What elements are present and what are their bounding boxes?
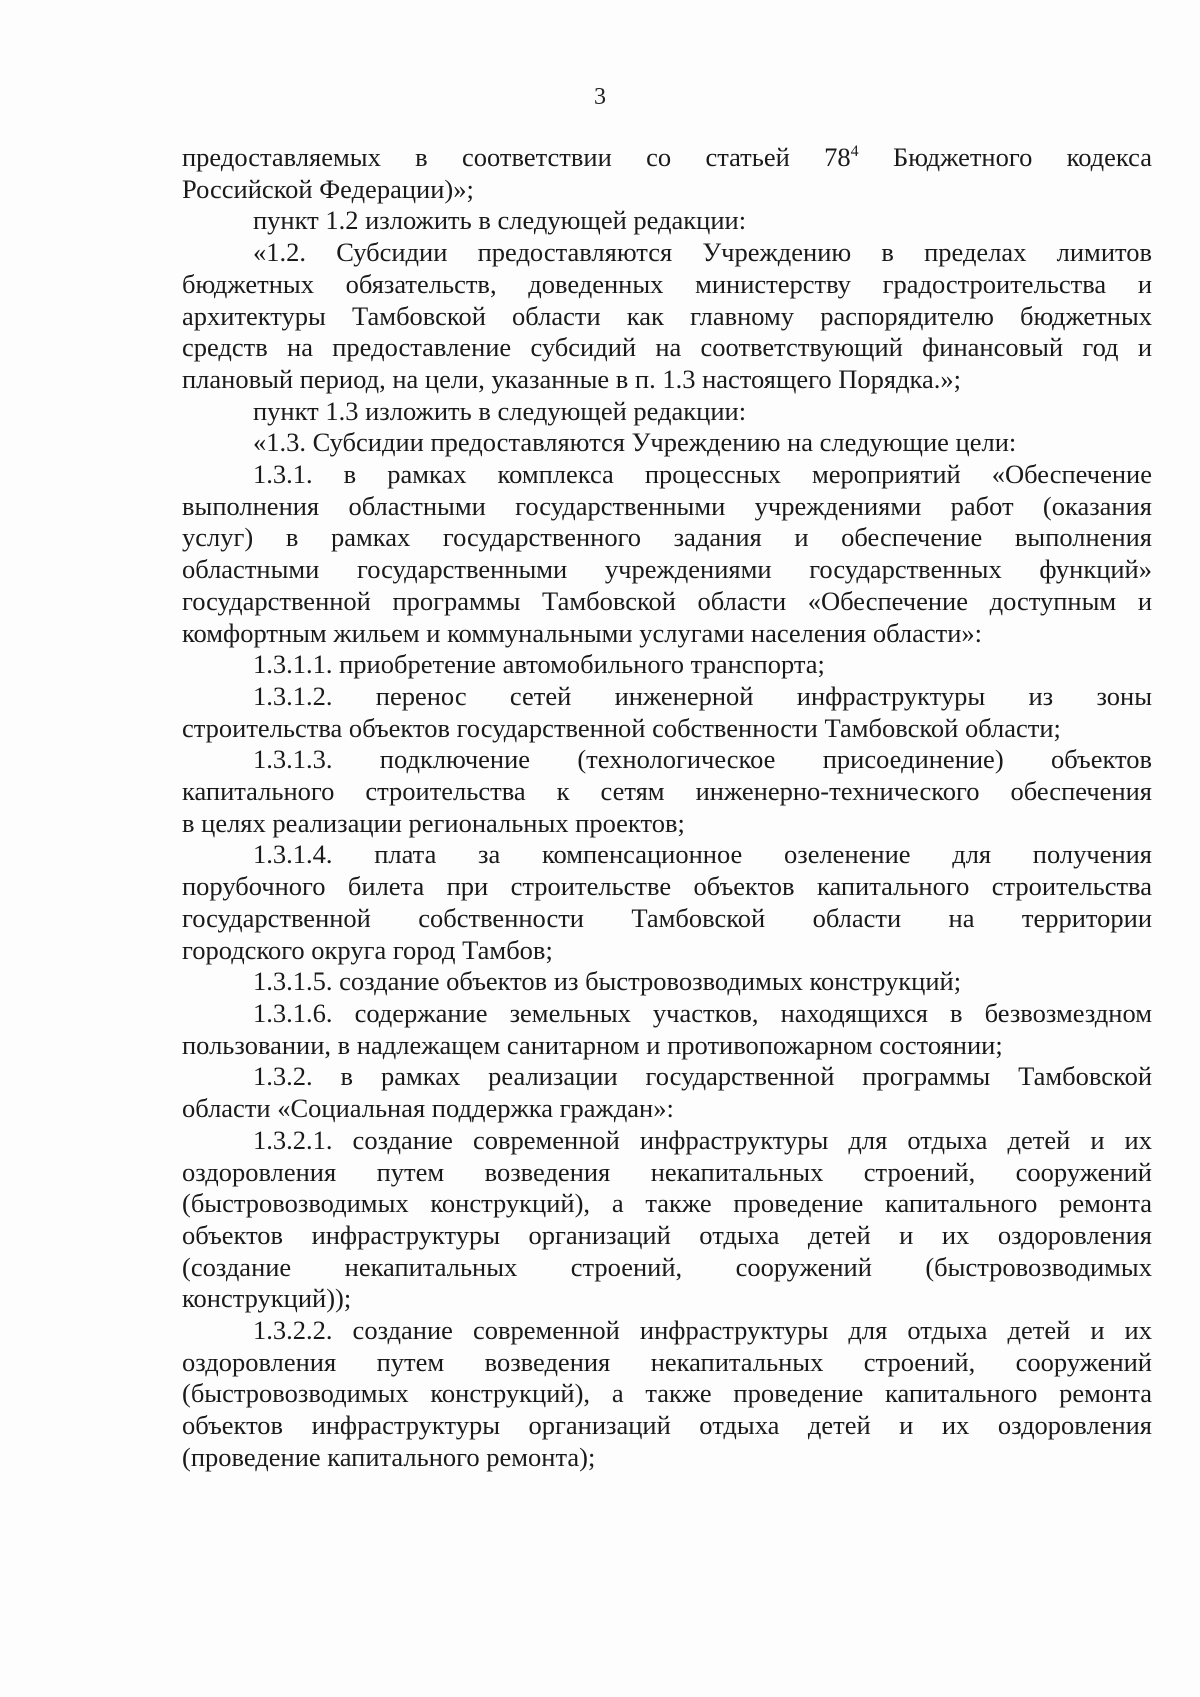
page-number: 3	[594, 84, 606, 110]
text-line	[182, 1442, 1152, 1474]
text-line	[182, 903, 1152, 935]
text-line-content: услуг) в рамках государственного задания и обеспечение выполнения	[182, 522, 1152, 553]
text-line-content: (создание некапитальных строений, сооружений (быстровозводимых	[182, 1251, 1152, 1282]
text-line	[182, 649, 1152, 681]
text-line-content: (быстровозводимых конструкций), а также проведение капитального ремонта	[182, 1378, 1152, 1409]
text-line	[182, 935, 1152, 967]
text-line-content: в целях реализации региональных проектов;	[182, 807, 685, 838]
text-line	[182, 1157, 1152, 1189]
text-line	[182, 713, 1152, 745]
text-line	[182, 1347, 1152, 1379]
text-line	[182, 427, 1152, 459]
text-line	[182, 871, 1152, 903]
text-line	[182, 808, 1152, 840]
text-line-content: строительства объектов государственной собственности Тамбовской области;	[182, 712, 1061, 743]
text-line-content: объектов инфраструктуры организаций отдыха детей и их оздоровления	[182, 1219, 1152, 1250]
text-line	[182, 301, 1152, 333]
text-line	[182, 1125, 1152, 1157]
text-line	[182, 1220, 1152, 1252]
text-line-content: 1.3.1.5. создание объектов из быстровозводимых конструкций;	[253, 966, 962, 997]
text-line	[182, 522, 1152, 554]
text-line	[182, 1030, 1152, 1062]
text-line-content: оздоровления путем возведения некапитальных строений, сооружений	[182, 1156, 1152, 1187]
text-line	[182, 681, 1152, 713]
text-line	[182, 174, 1152, 206]
text-line-content: пункт 1.3 изложить в следующей редакции:	[253, 395, 747, 426]
text-line	[182, 237, 1152, 269]
text-line	[182, 364, 1152, 396]
text-line-content: 1.3.1.3. подключение (технологическое присоединение) объектов	[253, 744, 1152, 775]
text-line-content: «1.2. Субсидии предоставляются Учреждению в пределах лимитов	[253, 237, 1152, 268]
text-line	[182, 998, 1152, 1030]
text-line-content: выполнения областными государственными учреждениями работ (оказания	[182, 490, 1152, 521]
text-line-content: 1.3.1.2. перенос сетей инженерной инфраструктуры из зоны	[253, 680, 1152, 711]
text-line	[182, 1252, 1152, 1284]
text-line-content: бюджетных обязательств, доведенных министерству градостроительства и	[182, 268, 1152, 299]
text-line-content: пользовании, в надлежащем санитарном и противопожарном состоянии;	[182, 1029, 1003, 1060]
text-line	[182, 459, 1152, 491]
text-line-content: государственной программы Тамбовской области «Обеспечение доступным и	[182, 585, 1152, 616]
text-line	[182, 491, 1152, 523]
text-line	[182, 332, 1152, 364]
text-line-content: области «Социальная поддержка граждан»:	[182, 1093, 674, 1124]
text-line	[182, 1188, 1152, 1220]
document-body	[182, 142, 1152, 1474]
text-line-content: Российской Федерации)»;	[182, 173, 474, 204]
text-line-content: 1.3.1.4. плата за компенсационное озеленение для получения	[253, 839, 1152, 870]
text-line	[182, 396, 1152, 428]
text-line-content: комфортным жильем и коммунальными услугами населения области»:	[182, 617, 983, 648]
text-line	[182, 554, 1152, 586]
text-line	[182, 744, 1152, 776]
text-line	[182, 776, 1152, 808]
text-line	[182, 618, 1152, 650]
text-line-content: архитектуры Тамбовской области как главному распорядителю бюджетных	[182, 300, 1152, 331]
text-line-content: порубочного билета при строительстве объектов капитального строительства	[182, 871, 1152, 902]
text-line	[182, 966, 1152, 998]
text-line	[182, 839, 1152, 871]
text-line-content: «1.3. Субсидии предоставляются Учреждению на следующие цели:	[253, 427, 1017, 458]
text-line	[182, 1283, 1152, 1315]
superscript: 4	[850, 143, 859, 160]
text-line	[182, 1093, 1152, 1125]
text-line-content: конструкций));	[182, 1283, 352, 1314]
text-line	[182, 205, 1152, 237]
text-line-tail: Бюджетного кодекса	[858, 142, 1152, 172]
text-line-content: государственной собственности Тамбовской области на территории	[182, 902, 1152, 933]
text-line-content: областными государственными учреждениями государственных функций»	[182, 554, 1152, 585]
text-line	[182, 1378, 1152, 1410]
text-line-content: 1.3.1.6. содержание земельных участков, находящихся в безвозмездном	[253, 997, 1152, 1028]
text-line	[182, 1410, 1152, 1442]
text-line-content: (проведение капитального ремонта);	[182, 1441, 596, 1472]
text-line	[182, 269, 1152, 301]
text-line	[182, 586, 1152, 618]
text-line-content: пункт 1.2 изложить в следующей редакции:	[253, 205, 747, 236]
text-line-content: оздоровления путем возведения некапитальных строений, сооружений	[182, 1346, 1152, 1377]
text-line	[182, 142, 1152, 174]
text-line-content: 1.3.2.2. создание современной инфраструктуры для отдыха детей и их	[253, 1315, 1152, 1346]
text-line-content: объектов инфраструктуры организаций отдыха детей и их оздоровления	[182, 1410, 1152, 1441]
text-line-content: капитального строительства к сетям инженерно-технического обеспечения	[182, 776, 1152, 807]
text-line-content: городского округа город Тамбов;	[182, 934, 553, 965]
text-line-content: 1.3.2. в рамках реализации государственной программы Тамбовской	[253, 1061, 1152, 1092]
text-line	[182, 1061, 1152, 1093]
text-line-content: 1.3.1.1. приобретение автомобильного транспорта;	[253, 649, 825, 680]
text-line-content: (быстровозводимых конструкций), а также проведение капитального ремонта	[182, 1188, 1152, 1219]
text-line-content: плановый период, на цели, указанные в п. 1.3 настоящего Порядка.»;	[182, 363, 961, 394]
text-line-content: предоставляемых в соответствии со статьей 78	[182, 142, 851, 172]
text-line-content: 1.3.2.1. создание современной инфраструктуры для отдыха детей и их	[253, 1124, 1152, 1155]
text-line-content: 1.3.1. в рамках комплекса процессных мероприятий «Обеспечение	[253, 459, 1152, 490]
text-line-content: средств на предоставление субсидий на соответствующий финансовый год и	[182, 332, 1152, 363]
text-line	[182, 1315, 1152, 1347]
